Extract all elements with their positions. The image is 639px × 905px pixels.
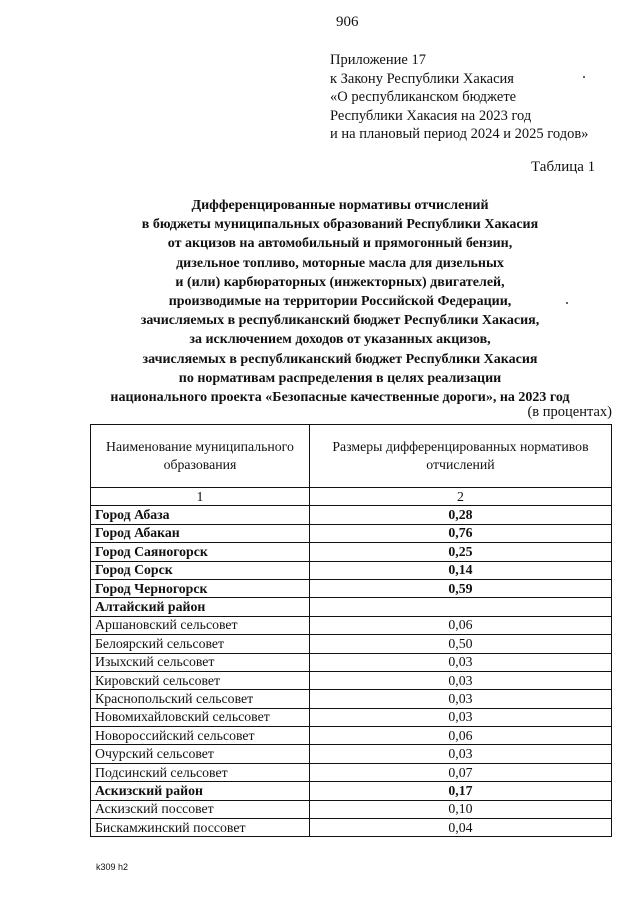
table-row	[91, 690, 612, 708]
table-row	[91, 635, 612, 653]
norm-value: 0,59	[309, 579, 611, 597]
footer-code: k309 h2	[96, 862, 129, 872]
norm-value: 0,17	[309, 782, 611, 800]
table-row	[91, 653, 612, 671]
municipality-name: Аршановский сельсовет	[91, 616, 310, 634]
document-title	[70, 196, 610, 407]
municipality-name: Аскизский район	[91, 782, 310, 800]
scan-speck	[566, 302, 568, 304]
norm-value: 0,04	[309, 819, 611, 837]
title-line: в бюджеты муниципальных образований Республики Хакасия	[141, 217, 539, 233]
appendix-line: и на плановый период 2024 и 2025 годов»	[330, 126, 589, 142]
header-municipality: Наименование муниципального образования	[91, 425, 310, 488]
norm-value: 0,25	[309, 543, 611, 561]
norm-value: 0,06	[309, 727, 611, 745]
municipality-name: Аскизский поссовет	[91, 800, 310, 818]
norm-value: 0,28	[309, 506, 611, 524]
municipality-name: Новомихайловский сельсовет	[91, 708, 310, 726]
appendix-line: к Закону Республики Хакасия	[330, 70, 514, 87]
appendix-block	[330, 51, 588, 144]
table-row	[91, 763, 612, 781]
scan-speck	[583, 76, 585, 78]
norm-value: 0,10	[309, 800, 611, 818]
table-row	[91, 782, 612, 800]
norm-value	[309, 598, 611, 616]
municipality-name: Очурский сельсовет	[91, 745, 310, 763]
page-number: 906	[336, 14, 359, 30]
municipality-name: Город Саяногорск	[91, 543, 310, 561]
title-line: за исключением доходов от указанных акцизов,	[189, 332, 491, 348]
title-line: Дифференцированные нормативы отчислений	[191, 198, 489, 213]
norm-value: 0,50	[309, 635, 611, 653]
municipality-name: Алтайский район	[91, 598, 310, 616]
table-row	[91, 708, 612, 726]
norm-value: 0,76	[309, 524, 611, 542]
municipality-name: Бискамжинский поссовет	[91, 819, 310, 837]
norm-value: 0,14	[309, 561, 611, 579]
norm-value: 0,03	[309, 690, 611, 708]
table-row	[91, 616, 612, 634]
column-number-1: 1	[91, 488, 310, 506]
municipality-name: Город Черногорск	[91, 579, 310, 597]
municipality-name: Город Абакан	[91, 524, 310, 542]
norm-value: 0,03	[309, 745, 611, 763]
municipality-name: Краснопольский сельсовет	[91, 690, 310, 708]
table-row	[91, 524, 612, 542]
title-line: от акцизов на автомобильный и прямогонный бензин,	[167, 236, 513, 252]
units-note: (в процентах)	[527, 404, 612, 420]
title-line: по нормативам распределения в целях реализации	[178, 370, 502, 386]
norm-value: 0,07	[309, 763, 611, 781]
appendix-line: Республики Хакасия на 2023 год	[330, 107, 532, 124]
municipality-name: Белоярский сельсовет	[91, 635, 310, 653]
title-line: зачисляемых в республиканский бюджет Республики Хакасия	[142, 351, 538, 367]
title-line: и (или) карбюраторных (инжекторных) двигателей,	[175, 274, 505, 290]
table-label: Таблица 1	[531, 159, 596, 175]
title-line: производимые на территории Российской Федерации,	[168, 294, 512, 310]
title-line: зачисляемых в республиканский бюджет Республики Хакасия,	[140, 313, 540, 329]
appendix-line: «О республиканском бюджете	[330, 89, 517, 105]
norms-table	[90, 424, 612, 837]
table-row	[91, 598, 612, 616]
table-row	[91, 506, 612, 524]
municipality-name: Город Сорск	[91, 561, 310, 579]
norm-value: 0,03	[309, 671, 611, 689]
title-line: национального проекта «Безопасные качественные дороги», на 2023 год	[110, 390, 570, 406]
norm-value: 0,06	[309, 616, 611, 634]
norm-value: 0,03	[309, 708, 611, 726]
norm-value: 0,03	[309, 653, 611, 671]
table-row	[91, 579, 612, 597]
table-row	[91, 671, 612, 689]
column-number-2: 2	[309, 488, 611, 506]
municipality-name: Новороссийский сельсовет	[91, 727, 310, 745]
table-row	[91, 561, 612, 579]
table-row	[91, 800, 612, 818]
table-row	[91, 745, 612, 763]
municipality-name: Подсинский сельсовет	[91, 763, 310, 781]
appendix-line: Приложение 17	[330, 52, 426, 68]
table-row	[91, 727, 612, 745]
table-row	[91, 819, 612, 837]
title-line: дизельное топливо, моторные масла для дизельных	[176, 255, 504, 271]
table-row	[91, 543, 612, 561]
municipality-name: Изыхский сельсовет	[91, 653, 310, 671]
header-norm-size: Размеры дифференцированных нормативов отчислений	[309, 425, 611, 488]
municipality-name: Кировский сельсовет	[91, 671, 310, 689]
municipality-name: Город Абаза	[91, 506, 310, 524]
